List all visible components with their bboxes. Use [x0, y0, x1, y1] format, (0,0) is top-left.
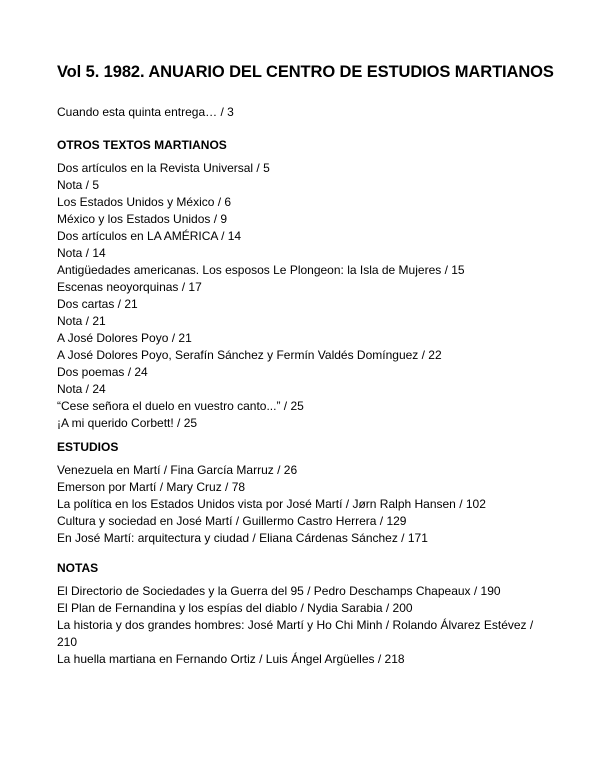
toc-entry: “Cese señora el duelo en vuestro canto...” / 25 [57, 399, 304, 413]
toc-entry: El Plan de Fernandina y los espías del diablo / Nydia Sarabia / 200 [57, 601, 413, 615]
section-otros-textos-martianos [57, 137, 547, 432]
toc-entry: Escenas neoyorquinas / 17 [57, 280, 202, 294]
toc-entry: Nota / 24 [57, 382, 106, 396]
toc-entry: Nota / 5 [57, 178, 100, 192]
toc-entry: La historia y dos grandes hombres: José Martí y Ho Chi Minh / Rolando Álvarez Estévez / 210 [57, 618, 534, 649]
document-title: Vol 5. 1982. ANUARIO DEL CENTRO DE ESTUDIOS MARTIANOS [57, 63, 554, 81]
intro-entry: Cuando esta quinta entrega… / 3 [57, 105, 234, 119]
toc-entry: Venezuela en Martí / Fina García Marruz / 26 [57, 463, 298, 477]
toc-entry: Dos artículos en LA AMÉRICA / 14 [57, 229, 242, 243]
section-estudios [57, 439, 547, 547]
toc-entry: México y los Estados Unidos / 9 [57, 212, 228, 226]
section-heading: ESTUDIOS [57, 440, 119, 454]
toc-entry: Cultura y sociedad en José Martí / Guillermo Castro Herrera / 129 [57, 514, 407, 528]
toc-entry: Nota / 14 [57, 246, 106, 260]
toc-entry: Los Estados Unidos y México / 6 [57, 195, 232, 209]
toc-entry: Dos cartas / 21 [57, 297, 138, 311]
toc-entry: Dos poemas / 24 [57, 365, 148, 379]
toc-entry: Emerson por Martí / Mary Cruz / 78 [57, 480, 246, 494]
toc-entry: La huella martiana en Fernando Ortiz / Luis Ángel Argüelles / 218 [57, 652, 405, 666]
toc-entry: A José Dolores Poyo / 21 [57, 331, 192, 345]
toc-entry: Nota / 21 [57, 314, 106, 328]
section-heading: NOTAS [57, 561, 99, 575]
toc-entry: La política en los Estados Unidos vista por José Martí / Jørn Ralph Hansen / 102 [57, 497, 486, 511]
section-notas [57, 560, 547, 668]
toc-entry: En José Martí: arquitectura y ciudad / Eliana Cárdenas Sánchez / 171 [57, 531, 428, 545]
toc-entry: ¡A mi querido Corbett! / 25 [57, 416, 198, 430]
section-heading: OTROS TEXTOS MARTIANOS [57, 138, 227, 152]
toc-entry: Antigüedades americanas. Los esposos Le Plongeon: la Isla de Mujeres / 15 [57, 263, 465, 277]
toc-entry: El Directorio de Sociedades y la Guerra del 95 / Pedro Deschamps Chapeaux / 190 [57, 584, 501, 598]
toc-entry: Dos artículos en la Revista Universal / 5 [57, 161, 270, 175]
toc-entry: A José Dolores Poyo, Serafín Sánchez y Fermín Valdés Domínguez / 22 [57, 348, 442, 362]
